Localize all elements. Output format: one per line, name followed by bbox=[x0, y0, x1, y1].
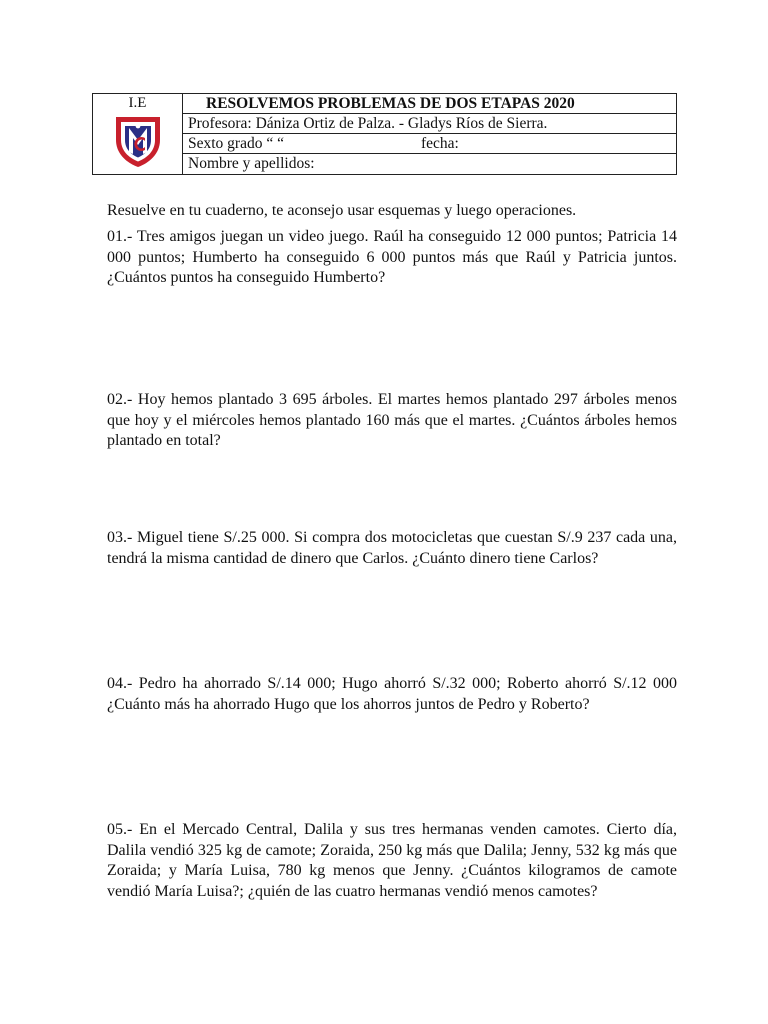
worksheet-title-row bbox=[183, 94, 676, 114]
instructions: Resuelve en tu cuaderno, te aconsejo usar esquemas y luego operaciones. bbox=[107, 202, 577, 219]
teachers-row bbox=[183, 114, 676, 134]
school-shield-logo bbox=[113, 114, 163, 168]
grade-text: Sexto grado “ “ bbox=[188, 135, 284, 152]
logo-cell bbox=[93, 94, 183, 174]
problem-05: 05.- En el Mercado Central, Dalila y sus tres hermanas venden camotes. Cierto día, Dalila vendió 325 kg de camote; Zoraida, 250 kg más que Dalila; Jenny, 532 kg más que Zoraida; y María Luisa, 780 kg menos que Jenny. ¿Cuántos kilogramos de camote vendió María Luisa?; ¿quién de las cuatro hermanas vendió menos camotes? bbox=[107, 821, 677, 900]
name-label: Nombre y apellidos: bbox=[188, 155, 315, 172]
grade-row bbox=[183, 134, 676, 154]
institution-label: I.E bbox=[128, 95, 147, 111]
problem-01: 01.- Tres amigos juegan un video juego. Raúl ha conseguido 12 000 puntos; Patricia 14 000 puntos; Humberto ha conseguido 6 000 puntos más que Raúl y Patricia juntos. ¿Cuántos puntos ha conseguido Humberto? bbox=[107, 228, 677, 286]
worksheet-title: RESOLVEMOS PROBLEMAS DE DOS ETAPAS 2020 bbox=[206, 95, 575, 112]
teachers-text: Profesora: Dániza Ortiz de Palza. - Gladys Ríos de Sierra. bbox=[188, 115, 548, 132]
worksheet-header bbox=[92, 93, 677, 175]
name-row bbox=[183, 154, 676, 174]
problem-03: 03.- Miguel tiene S/.25 000. Si compra dos motocicletas que cuestan S/.9 237 cada una, tendrá la misma cantidad de dinero que Carlos. ¿Cuánto dinero tiene Carlos? bbox=[107, 529, 677, 567]
date-label: fecha: bbox=[421, 135, 459, 152]
problem-02: 02.- Hoy hemos plantado 3 695 árboles. El martes hemos plantado 297 árboles menos que hoy y el miércoles hemos plantado 160 más que el martes. ¿Cuántos árboles hemos plantado en total? bbox=[107, 391, 677, 449]
problem-04: 04.- Pedro ha ahorrado S/.14 000; Hugo ahorró S/.32 000; Roberto ahorró S/.12 000 ¿Cuánto más ha ahorrado Hugo que los ahorros juntos de Pedro y Roberto? bbox=[107, 675, 677, 713]
